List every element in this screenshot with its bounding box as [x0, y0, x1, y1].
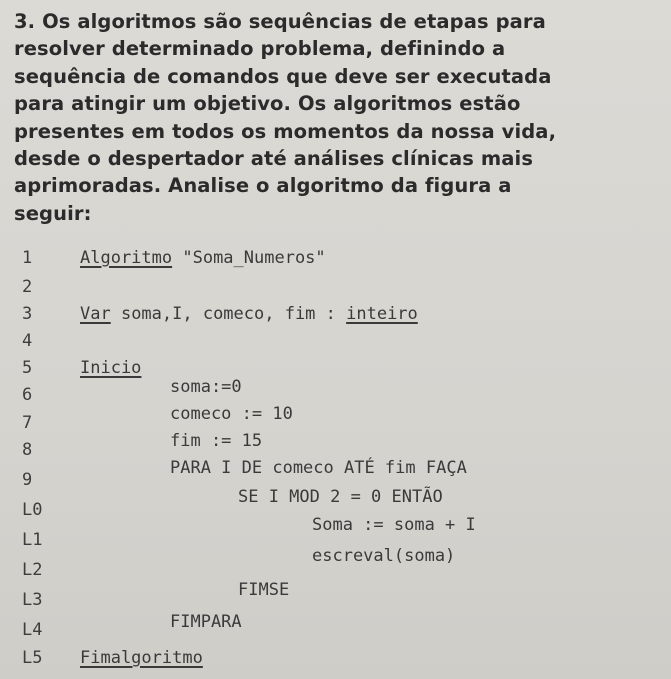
- question-line: seguir:: [14, 201, 92, 225]
- line-number: 2: [22, 277, 33, 297]
- line-number: 3: [22, 304, 33, 324]
- line-number: L5: [22, 648, 43, 668]
- line-number: L2: [22, 560, 43, 580]
- algorithm-name: "Soma_Numeros": [172, 248, 326, 268]
- line-number: 4: [22, 331, 33, 351]
- line-number: 1: [22, 248, 33, 268]
- keyword-inicio: Inicio: [80, 358, 142, 378]
- code-line: [80, 648, 203, 668]
- question-line: 3. Os algoritmos são sequências de etapas para: [14, 10, 546, 33]
- keyword-fimalgoritmo: Fimalgoritmo: [80, 648, 203, 668]
- code-line: [80, 358, 141, 378]
- line-number: L1: [22, 530, 43, 550]
- code-line: [80, 248, 326, 268]
- code-line: SE I MOD 2 = 0 ENTÃO: [238, 487, 443, 507]
- var-declaration: soma,I, comeco, fim :: [110, 304, 347, 324]
- line-number: 6: [22, 385, 33, 405]
- line-number: L3: [22, 590, 43, 610]
- line-number: 7: [22, 413, 33, 433]
- code-line: FIMSE: [238, 580, 290, 600]
- line-number: L4: [22, 620, 43, 640]
- line-number: 8: [22, 440, 33, 460]
- code-line: [80, 304, 418, 324]
- line-number: 5: [22, 358, 33, 378]
- question-line: para atingir um objetivo. Os algoritmos estão: [14, 92, 521, 116]
- question-line: desde o despertador até análises clínicas mais: [14, 147, 534, 171]
- code-line: FIMPARA: [170, 612, 242, 632]
- code-line: PARA I DE comeco ATÉ fim FAÇA: [170, 458, 467, 478]
- question-line: aprimoradas. Analise o algoritmo da figura a: [14, 174, 512, 198]
- question-line: resolver determinado problema, definindo a: [14, 37, 506, 61]
- code-line: Soma := soma + I: [312, 515, 476, 535]
- keyword-var: Var: [80, 304, 111, 324]
- code-line: soma:=0: [170, 377, 242, 397]
- line-number: L0: [22, 500, 43, 520]
- keyword-algoritmo: Algoritmo: [80, 248, 173, 268]
- code-line: fim := 15: [170, 431, 263, 451]
- question-line: sequência de comandos que deve ser executada: [14, 64, 552, 88]
- code-line: comeco := 10: [170, 404, 293, 424]
- line-number: 9: [22, 470, 33, 490]
- code-line: escreval(soma): [312, 546, 456, 566]
- question-line: presentes em todos os momentos da nossa vida,: [14, 119, 557, 143]
- keyword-inteiro: inteiro: [346, 304, 418, 324]
